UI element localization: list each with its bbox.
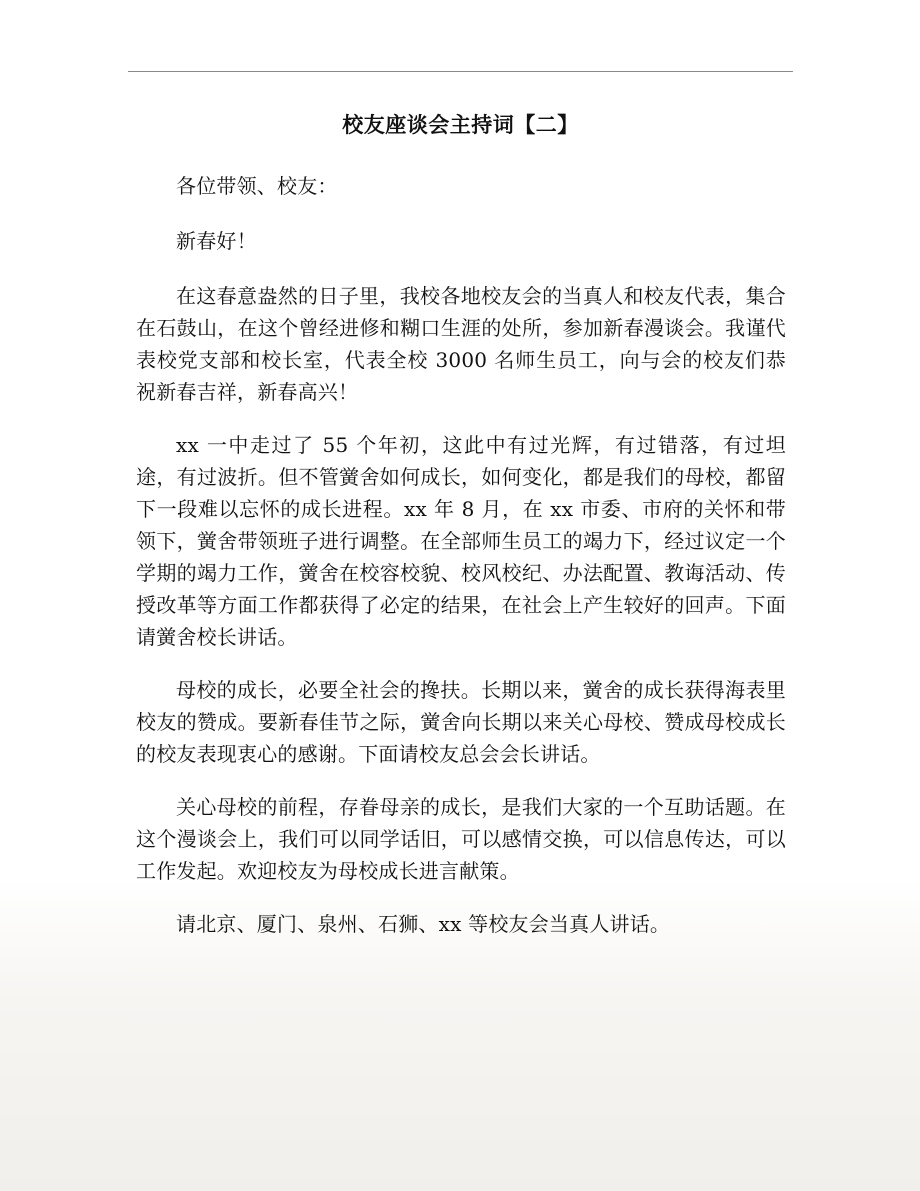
document-title: 校友座谈会主持词【二】 <box>342 113 579 137</box>
welcome-paragraph: 在这春意盎然的日子里，我校各地校友会的当真人和校友代表，集合在石鼓山，在这个曾经进修和糊口生涯的处所，参加新春漫谈会。我谨代表校党支部和校长室，代表全校 3000 名师生员工，向与会的校友们恭祝新春吉祥，新春高兴！ <box>136 284 786 404</box>
topic-paragraph: 关心母校的前程，存眷母亲的成长，是我们大家的一个互助话题。在这个漫谈会上，我们可以同学话旧，可以感情交换，可以信息传达，可以工作发起。欢迎校友为母校成长进言献策。 <box>136 795 786 883</box>
document-body <box>136 170 786 961</box>
closing-paragraph: 请北京、厦门、泉州、石狮、xx 等校友会当真人讲话。 <box>176 912 671 936</box>
support-paragraph: 母校的成长，必要全社会的搀扶。长期以来，黉舍的成长获得海表里校友的赞成。要新春佳节之际，黉舍向长期以来关心母校、赞成母校成长的校友表现衷心的感谢。下面请校友总会会长讲话。 <box>136 678 786 766</box>
salutation-paragraph: 各位带领、校友： <box>176 174 338 198</box>
history-paragraph: xx 一中走过了 55 个年初，这此中有过光辉，有过错落，有过坦途，有过波折。但不管黉舍如何成长，如何变化，都是我们的母校，都留下一段难以忘怀的成长进程。xx 年 8 月，在 xx 市委、市府的关怀和带领下，黉舍带领班子进行调整。在全部师生员工的竭力下，经过议定一个学期的竭力工作，黉舍在校容校貌、校风校纪、办法配置、教诲活动、传授改革等方面工作都获得了必定的结果，在社会上产生较好的回声。下面请黉舍校长讲话。 <box>136 433 786 649</box>
greeting-paragraph: 新春好！ <box>176 229 257 253</box>
header-divider <box>128 71 793 72</box>
